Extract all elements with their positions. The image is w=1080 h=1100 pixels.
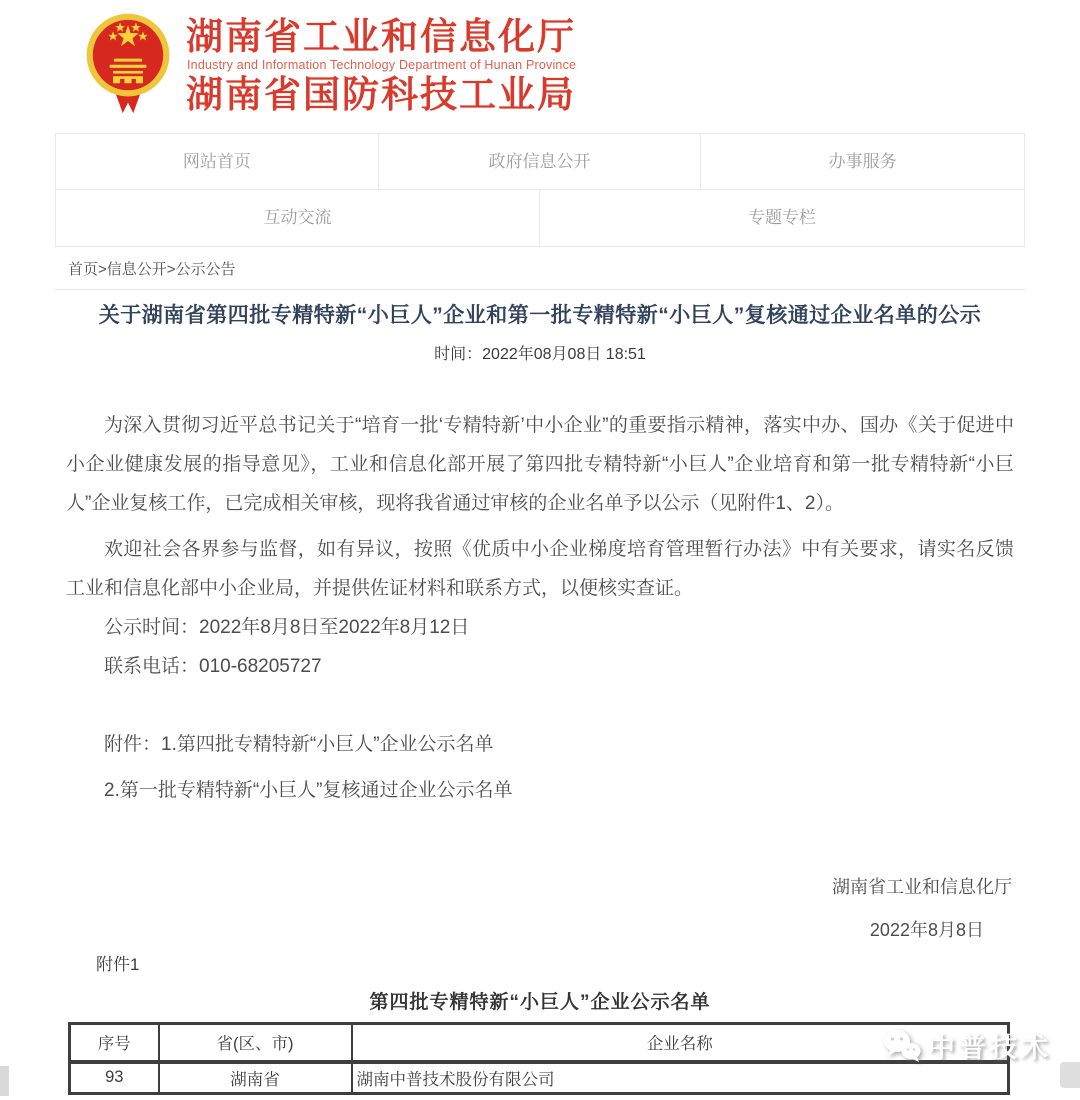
article-body	[66, 406, 1014, 810]
nav-item-special-columns[interactable]: 专题专栏	[748, 208, 816, 227]
publish-time: 时间：2022年08月08日 18:51	[434, 346, 646, 363]
watermark-text: 中普技术	[928, 1033, 1052, 1063]
nav-item-home[interactable]: 网站首页	[56, 134, 379, 190]
nav-row-2	[56, 190, 1024, 246]
right-edge-artifact	[1060, 1062, 1080, 1088]
attachment-item-2: 2.第一批专精特新“小巨人”复核通过企业公示名单	[104, 780, 513, 801]
org-title-block	[186, 16, 576, 116]
page-title: 关于湖南省第四批专精特新“小巨人”企业和第一批专精特新“小巨人”复核通过企业名单的公示	[98, 304, 982, 327]
col-header-company: 企业名称	[352, 1024, 1009, 1062]
contact-phone: 联系电话：010-68205727	[104, 656, 322, 677]
divider	[55, 289, 1025, 290]
attachments-list	[66, 725, 1014, 810]
attachment1-label: 附件1	[96, 955, 140, 974]
signature-block	[832, 866, 1012, 952]
signature-org: 湖南省工业和信息化厅	[832, 877, 1012, 897]
national-emblem-logo	[84, 8, 172, 118]
signature-date: 2022年8月8日	[869, 920, 984, 940]
national-emblem-icon	[84, 8, 172, 118]
cell-index: 93	[70, 1062, 159, 1094]
table-header-row	[70, 1024, 1009, 1062]
org-name-primary: 湖南省工业和信息化厅	[186, 16, 576, 57]
notice-period: 公示时间：2022年8月8日至2022年8月12日	[104, 617, 470, 638]
cell-province: 湖南省	[159, 1062, 352, 1094]
site-header	[0, 0, 1080, 132]
org-name-english: Industry and Information Technology Department of Hunan Province	[187, 58, 577, 73]
left-edge-artifact	[0, 1066, 9, 1096]
nav-item-gov-info[interactable]: 政府信息公开	[379, 134, 702, 190]
nav-row-1	[56, 134, 1024, 190]
cell-company: 湖南中普技术股份有限公司	[352, 1062, 1009, 1094]
breadcrumb[interactable]: 首页>信息公开>公示公告	[68, 261, 236, 278]
attachment-item-1	[66, 725, 1014, 764]
org-name-secondary: 湖南省国防科技工业局	[186, 74, 576, 116]
enterprise-table	[68, 1022, 1010, 1095]
table-title: 第四批专精特新“小巨人”企业公示名单	[369, 992, 711, 1013]
paragraph-2: 欢迎社会各界参与监督，如有异议，按照《优质中小企业梯度培育管理暂行办法》中有关要求，请实名反馈工业和信息化部中小企业局，并提供佐证材料和联系方式，以便核实查证。	[66, 539, 1014, 599]
table-row	[70, 1062, 1009, 1094]
paragraph-1: 为深入贯彻习近平总书记关于“培育一批‘专精特新’中小企业”的重要指示精神，落实中办、国办《关于促进中小企业健康发展的指导意见》，工业和信息化部开展了第四批专精特新“小巨人”企业培育和第一批专精特新“小巨人”企业复核工作，已完成相关审核，现将我省通过审核的企业名单予以公示（见附件1、2）。	[66, 415, 1014, 514]
col-header-index: 序号	[70, 1024, 159, 1062]
attachments-label: 附件：	[104, 734, 162, 755]
main-nav	[55, 133, 1025, 247]
col-header-province: 省(区、市)	[159, 1024, 352, 1062]
attachment-1-text: 1.第四批专精特新“小巨人”企业公示名单	[161, 734, 494, 755]
nav-item-interaction[interactable]: 互动交流	[56, 190, 540, 246]
nav-item-services[interactable]: 办事服务	[701, 134, 1024, 190]
